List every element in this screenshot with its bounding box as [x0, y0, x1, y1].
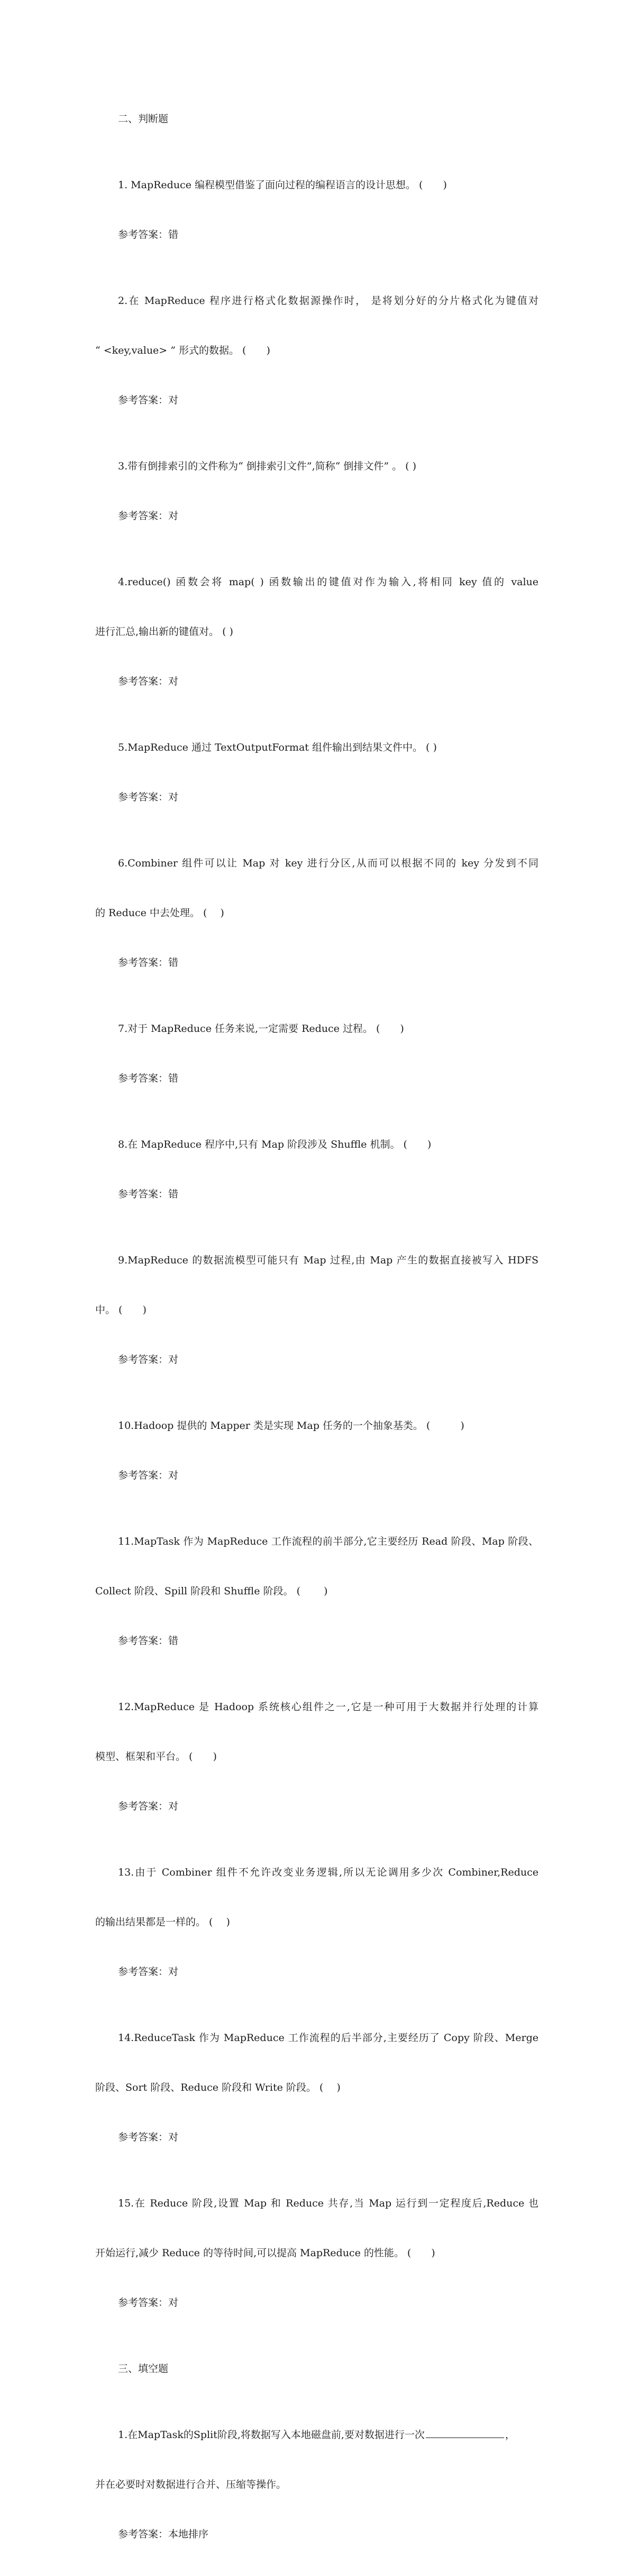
question-2-line-1: 2.在 MapReduce 程序进行格式化数据源操作时， 是将划分好的分片格式化为键值对	[118, 294, 538, 307]
answer-11: 参考答案：错	[118, 1635, 179, 1647]
answer-12: 参考答案：对	[118, 1800, 179, 1812]
fill-question-1-line-1	[95, 2427, 538, 2443]
answer-4: 参考答案：对	[118, 675, 179, 687]
fill-question-1-text: 1.在MapTask的Split阶段,将数据写入本地磁盘前,要对数据进行一次	[118, 2429, 425, 2441]
answer-7: 参考答案：错	[118, 1072, 179, 1084]
answer-8: 参考答案：错	[118, 1188, 179, 1200]
answer-1: 参考答案：错	[118, 228, 179, 241]
question-2-line-2: “ <key,value> ” 形式的数据。 ( )	[95, 344, 270, 356]
question-6-line-2: 的 Reduce 中去处理。 ( )	[95, 907, 224, 919]
answer-15: 参考答案：对	[118, 2296, 179, 2309]
question-1: 1. MapReduce 编程模型借鉴了面向过程的编程语言的设计思想。 ( )	[118, 179, 447, 191]
section-heading-judgment: 二、判断题	[118, 113, 169, 125]
fill-blank-line	[426, 2427, 504, 2438]
question-15-line-2: 开始运行,减少 Reduce 的等待时间,可以提高 MapReduce 的性能。 ( )	[95, 2247, 435, 2259]
answer-14: 参考答案：对	[118, 2131, 179, 2143]
question-14-line-1: 14.ReduceTask 作为 MapReduce 工作流程的后半部分,主要经历了 Copy 阶段、Merge	[118, 2032, 538, 2044]
answer-3: 参考答案：对	[118, 510, 179, 522]
answer-5: 参考答案：对	[118, 791, 179, 803]
question-4-line-2: 进行汇总,输出新的键值对。 ( )	[95, 625, 233, 638]
question-5: 5.MapReduce 通过 TextOutputFormat 组件输出到结果文件中。 ( )	[118, 741, 437, 753]
answer-9: 参考答案：对	[118, 1353, 179, 1365]
question-13-line-1: 13.由于 Combiner 组件不允许改变业务逻辑,所以无论调用多少次 Combiner,Reduce	[118, 1867, 538, 1879]
answer-13: 参考答案：对	[118, 1965, 179, 1978]
answer-6: 参考答案：错	[118, 956, 179, 968]
fill-question-1-punct: ，	[505, 2429, 515, 2441]
fill-question-1-line-2: 并在必要时对数据进行合并、压缩等操作。	[95, 2479, 287, 2491]
question-9-line-1: 9.MapReduce 的数据流模型可能只有 Map 过程,由 Map 产生的数据直接被写入 HDFS	[118, 1254, 538, 1267]
question-3: 3.带有倒排索引的文件称为“ 倒排索引文件”,简称“ 倒排文件” 。 ( )	[118, 460, 417, 472]
question-8: 8.在 MapReduce 程序中,只有 Map 阶段涉及 Shuffle 机制。 ( )	[118, 1139, 432, 1150]
question-7: 7.对于 MapReduce 任务来说,一定需要 Reduce 过程。 ( )	[118, 1022, 404, 1035]
fill-answer-1: 参考答案：本地排序	[118, 2528, 209, 2540]
question-10: 10.Hadoop 提供的 Mapper 类是实现 Map 任务的一个抽象基类。 ( )	[118, 1420, 464, 1432]
question-9-line-2: 中。 ( )	[95, 1304, 147, 1316]
question-6-line-1: 6.Combiner 组件可以让 Map 对 key 进行分区,从而可以根据不同的 key 分发到不同	[118, 857, 538, 869]
question-4-line-1: 4.reduce() 函数会将 map( ) 函数输出的键值对作为输入,将相同 key 值的 value	[118, 576, 538, 588]
question-11-line-1: 11.MapTask 作为 MapReduce 工作流程的前半部分,它主要经历 Read 阶段、Map 阶段、	[118, 1536, 538, 1548]
question-12-line-1: 12.MapReduce 是 Hadoop 系统核心组件之一,它是一种可用于大数据并行处理的计算	[118, 1701, 538, 1713]
question-14-line-2: 阶段、Sort 阶段、Reduce 阶段和 Write 阶段。 ( )	[95, 2081, 341, 2093]
question-13-line-2: 的输出结果都是一样的。 ( )	[95, 1916, 230, 1928]
question-15-line-1: 15.在 Reduce 阶段,设置 Map 和 Reduce 共存,当 Map 运行到一定程度后,Reduce 也	[118, 2198, 538, 2209]
question-12-line-2: 模型、框架和平台。 ( )	[95, 1750, 217, 1762]
answer-10: 参考答案：对	[118, 1469, 179, 1481]
section-heading-fill-in: 三、填空题	[118, 2362, 169, 2375]
question-11-line-2: Collect 阶段、Spill 阶段和 Shuffle 阶段。 ( )	[95, 1585, 328, 1598]
answer-2: 参考答案：对	[118, 394, 179, 406]
document-body	[95, 78, 538, 2576]
